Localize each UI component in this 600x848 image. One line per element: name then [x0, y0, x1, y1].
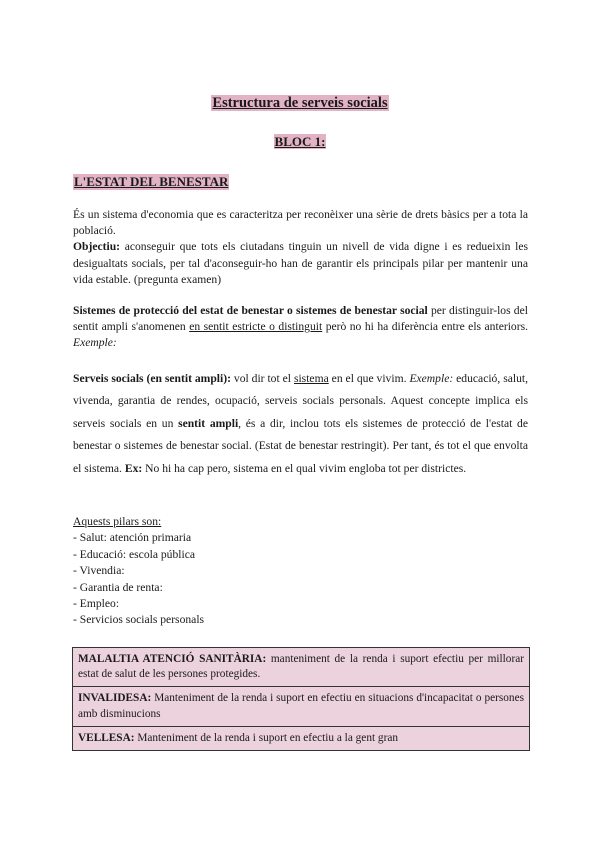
objective-body: aconseguir que tots els ciutadans tinguin un nivell de vida digne i es redueixin les desigualtats socials, per tal d'aconseguir-ho han de garantir els principals pilar per mantenir una vida estable. (pregunta examen): [73, 240, 528, 286]
intro-sentence: És un sistema d'economia que es caracteritza per reconèixer una sèrie de drets bàsics per a tota la població.: [73, 208, 528, 238]
section-heading: L'ESTAT DEL BENESTAR: [74, 174, 229, 189]
intro-text: [73, 207, 528, 239]
paragraph-intro: [73, 207, 528, 288]
pillars-list: [73, 514, 528, 629]
table-row: [73, 727, 529, 750]
systems-example: Exemple:: [73, 336, 117, 350]
systems-text-2: però no hi ha diferència entre els anteriors.: [322, 320, 528, 334]
table-row: [73, 648, 529, 687]
ss-underlined: sistema: [293, 372, 329, 385]
row-label: VELLESA:: [78, 731, 135, 744]
row-label: MALALTIA ATENCIÓ SANITÀRIA:: [78, 653, 267, 665]
systems-bold: Sistemes de protecció del estat de benestar o sistemes de benestar social: [73, 304, 428, 317]
benefits-table: [72, 647, 530, 751]
list-item: - Vivendia:: [73, 564, 125, 578]
row-text: manteniment de la renda i suport efectiu per millorar estat de salut de les persones protegides.: [78, 653, 524, 681]
ss-text-1: vol dir tot el: [230, 372, 294, 385]
page-title: Estructura de serveis socials: [212, 95, 388, 111]
list-item: - Educació: escola pública: [73, 547, 196, 561]
row-label: INVALIDESA:: [78, 692, 152, 705]
ss-bold: Serveis socials (en sentit ampli):: [73, 372, 231, 385]
row-text: Manteniment de la renda i suport en efectiu en situacions d'incapacitat o persones amb disminucions: [78, 692, 524, 720]
bloc-block: [0, 133, 600, 151]
list-item: - Garantia de renta:: [73, 580, 163, 594]
paragraph-systems: [73, 303, 528, 352]
ss-text-2: en el que vivim.: [328, 372, 410, 385]
systems-underlined: en sentit estricte o distinguit: [189, 320, 323, 334]
social-services-text: [73, 368, 528, 480]
list-item: - Empleo:: [73, 597, 120, 611]
paragraph-social-services: [73, 368, 528, 480]
objective-text: [73, 239, 528, 288]
table-row: [73, 687, 529, 726]
ss-text-5: No hi ha cap pero, sistema en el qual vivim engloba tot per districtes.: [142, 461, 467, 475]
objective-label: Objectiu:: [73, 240, 121, 254]
pillars-heading: Aquests pilars son:: [73, 515, 162, 528]
row-text: Manteniment de la renda i suport en efectiu a la gent gran: [134, 731, 399, 744]
ss-text-4: , és a dir, inclou tots els sistemes de protecció de l'estat de benestar o sistemes de benestar social. (Estat de benestar restringit). Per tant, és tot el que envolta el sistema.: [73, 416, 528, 475]
list-item: - Servicios socials personals: [73, 613, 205, 627]
ss-example: Exemple:: [409, 372, 454, 385]
systems-text-1: per distinguir-los del sentit ampli s'anomenen: [73, 304, 528, 334]
title-block: [0, 94, 600, 112]
bloc-heading: BLOC 1:: [274, 134, 326, 149]
list-item: - Salut: atención primaria: [73, 531, 192, 545]
ss-text-3: educació, salut, vivenda, garantia de rendes, ocupació, serveis socials personals. Aquest concepte implica els serveis socials en un: [73, 372, 528, 430]
pillars-items: [73, 530, 528, 628]
ss-bold-2: sentit ampli: [178, 416, 239, 430]
systems-text: [73, 303, 528, 352]
ss-ex-label: Ex:: [124, 461, 143, 475]
